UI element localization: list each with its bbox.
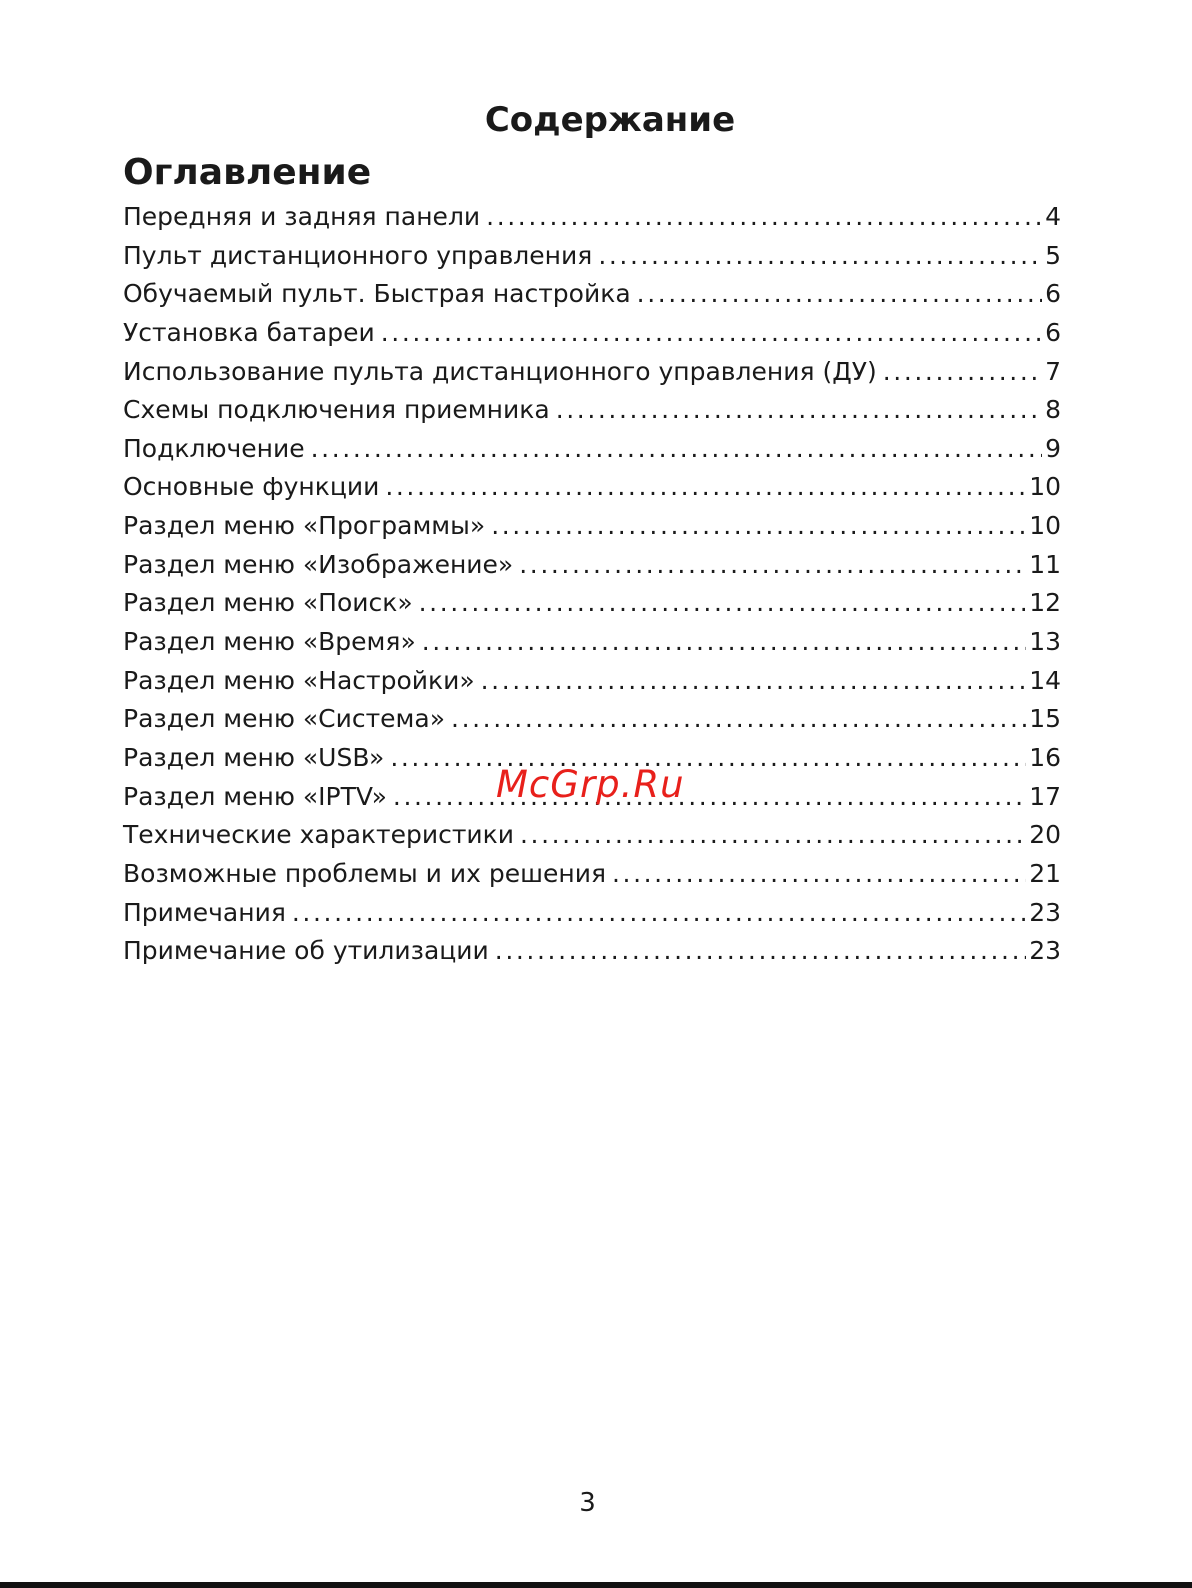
toc-entry-page: 10 [1029, 511, 1061, 541]
toc-entry-page: 13 [1029, 627, 1061, 657]
toc-entry-title: Технические характеристики [123, 820, 514, 850]
toc-entry-title: Подключение [123, 433, 305, 463]
toc-entry-title: Установка батареи [123, 317, 375, 347]
toc-entry-page: 10 [1029, 472, 1061, 502]
toc-dot-leader [393, 778, 1026, 816]
toc-dot-leader [519, 546, 1026, 584]
toc-entry-title: Раздел меню «Программы» [123, 511, 486, 541]
watermark: McGrp.Ru [496, 763, 685, 806]
toc-entry[interactable] [123, 468, 1061, 507]
toc-entry[interactable] [123, 700, 1061, 739]
toc-dot-leader [422, 623, 1026, 661]
toc-entry-page: 23 [1029, 936, 1061, 966]
toc-dot-leader [292, 894, 1026, 932]
toc-entry[interactable] [123, 507, 1061, 546]
toc-entry-title: Примечание об утилизации [123, 936, 489, 966]
toc-dot-leader [491, 507, 1026, 545]
toc-entry-title: Пульт дистанционного управления [123, 240, 593, 270]
toc-entry[interactable] [123, 623, 1061, 662]
toc-dot-leader [419, 584, 1027, 622]
toc-dot-leader [311, 430, 1042, 468]
toc-dot-leader [612, 855, 1026, 893]
toc-entry-title: Примечания [123, 897, 286, 927]
toc-entry-title: Раздел меню «IPTV» [123, 781, 387, 811]
toc-dot-leader [495, 932, 1026, 970]
toc-entry[interactable] [123, 816, 1061, 855]
toc-dot-leader [520, 816, 1026, 854]
toc-dot-leader [598, 237, 1042, 275]
toc-entry-page: 7 [1045, 356, 1061, 386]
toc-list [123, 198, 1061, 971]
page-number: 3 [579, 1488, 596, 1518]
toc-entry-title: Раздел меню «USB» [123, 742, 385, 772]
toc-dot-leader [381, 314, 1042, 352]
toc-entry-title: Раздел меню «Время» [123, 627, 416, 657]
toc-entry-title: Возможные проблемы и их решения [123, 858, 606, 888]
toc-entry-page: 6 [1045, 279, 1061, 309]
toc-entry[interactable] [123, 430, 1061, 469]
toc-dot-leader [637, 275, 1042, 313]
toc-entry[interactable] [123, 353, 1061, 392]
toc-dot-leader [451, 700, 1026, 738]
toc-entry[interactable] [123, 932, 1061, 971]
toc-dot-leader [486, 198, 1042, 236]
toc-entry-page: 12 [1029, 588, 1061, 618]
bottom-rule [0, 1582, 1192, 1588]
toc-dot-leader [481, 662, 1027, 700]
toc-entry-title: Передняя и задняя панели [123, 202, 481, 231]
toc-entry-page: 16 [1029, 742, 1061, 772]
toc-entry-title: Раздел меню «Система» [123, 704, 446, 734]
toc-entry-page: 14 [1029, 665, 1061, 695]
toc-entry-title: Использование пульта дистанционного управления (ДУ) [123, 356, 877, 386]
toc-entry-title: Раздел меню «Изображение» [123, 549, 514, 579]
toc-entry[interactable] [123, 584, 1061, 623]
toc-entry[interactable] [123, 855, 1061, 894]
toc-heading: Оглавление [123, 152, 372, 193]
toc-entry-page: 15 [1029, 704, 1061, 734]
toc-entry[interactable] [123, 546, 1061, 585]
toc-entry-page: 17 [1029, 781, 1061, 811]
toc-entry-page: 11 [1029, 549, 1061, 579]
toc-entry-page: 6 [1045, 317, 1061, 347]
toc-entry[interactable] [123, 237, 1061, 276]
toc-entry-page: 4 [1045, 202, 1061, 231]
toc-entry[interactable] [123, 662, 1061, 701]
toc-dot-leader [390, 739, 1026, 777]
toc-entry-page: 21 [1029, 858, 1061, 888]
toc-entry-title: Схемы подключения приемника [123, 395, 550, 425]
toc-entry-page: 9 [1045, 433, 1061, 463]
toc-entry-page: 20 [1029, 820, 1061, 850]
toc-entry[interactable] [123, 198, 1061, 237]
toc-entry-page: 8 [1045, 395, 1061, 425]
page-title: Содержание [484, 100, 736, 140]
toc-dot-leader [883, 353, 1042, 391]
toc-dot-leader [385, 468, 1026, 506]
toc-entry[interactable] [123, 275, 1061, 314]
toc-entry[interactable] [123, 894, 1061, 933]
toc-entry-title: Раздел меню «Настройки» [123, 665, 475, 695]
toc-entry-title: Обучаемый пульт. Быстрая настройка [123, 279, 631, 309]
toc-entry-page: 5 [1045, 240, 1061, 270]
toc-entry[interactable] [123, 314, 1061, 353]
toc-entry-title: Раздел меню «Поиск» [123, 588, 413, 618]
toc-dot-leader [556, 391, 1042, 429]
toc-entry-title: Основные функции [123, 472, 380, 502]
toc-entry-page: 23 [1029, 897, 1061, 927]
toc-entry[interactable] [123, 391, 1061, 430]
